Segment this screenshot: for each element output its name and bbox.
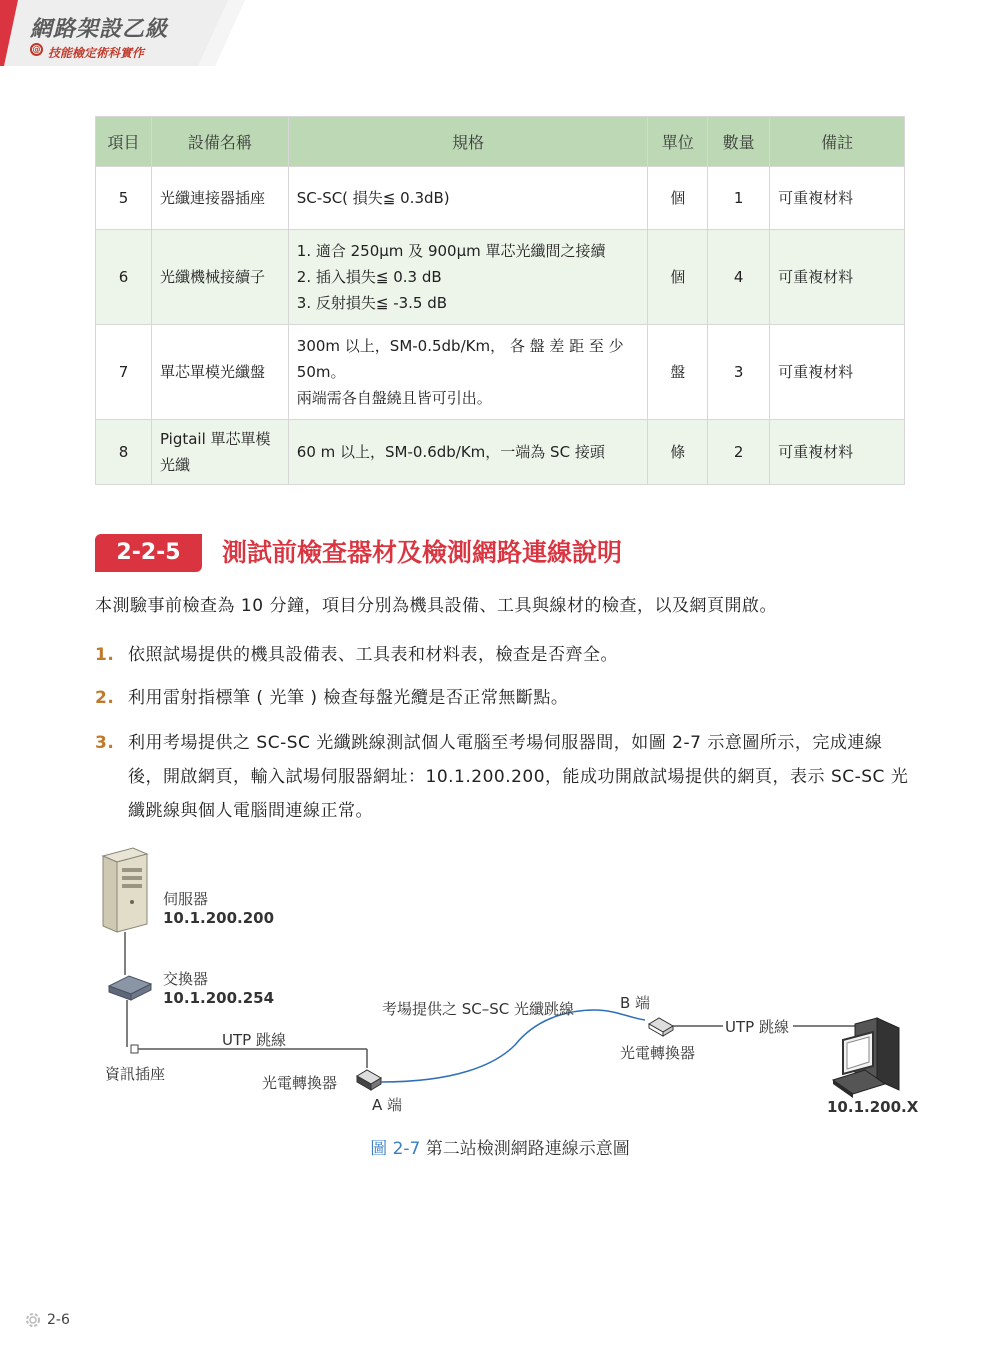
spec-line: 2. 插入損失≦ 0.3 dB <box>296 268 442 286</box>
note-cell: 可重複材料 <box>770 325 905 420</box>
equipment-name: Pigtail 單芯單模光纖 <box>151 420 288 485</box>
table-row <box>96 230 905 325</box>
figure-number: 圖 2-7 <box>370 1139 421 1159</box>
note-cell: 可重複材料 <box>770 420 905 485</box>
figure-caption <box>0 1134 1000 1159</box>
spec-line: 兩端需各自盤繞且皆可引出。 <box>296 389 492 407</box>
note-cell: 可重複材料 <box>770 167 905 230</box>
qty-cell: 2 <box>708 420 770 485</box>
intro-paragraph: 本測驗事前檢查為 10 分鐘，項目分別為機具設備、工具與線材的檢查，以及網頁開啟。 <box>95 596 777 616</box>
item-number: 5 <box>96 167 152 230</box>
header-cell: 數量 <box>708 117 770 167</box>
converter-a-label: 光電轉換器 <box>262 1074 338 1092</box>
equipment-name: 光纖機械接續子 <box>151 230 288 325</box>
list-text: 依照試場提供的機具設備表、工具表和材料表，檢查是否齊全。 <box>128 645 618 665</box>
equipment-table <box>95 116 905 485</box>
converter-b-icon <box>649 1018 673 1036</box>
list-number: 3. <box>95 733 115 753</box>
list-item <box>95 681 910 715</box>
header-subtitle: 技能檢定術科實作 <box>48 46 145 60</box>
network-diagram <box>95 840 919 1130</box>
spec-cell <box>288 420 648 485</box>
switch-label: 交換器 <box>163 970 209 988</box>
header-cell: 備註 <box>770 117 905 167</box>
table-row <box>96 167 905 230</box>
spec-line: 3. 反射損失≦ -3.5 dB <box>296 294 448 312</box>
table-row <box>96 325 905 420</box>
unit-cell: 個 <box>648 230 708 325</box>
utp-right-label: UTP 跳線 <box>725 1018 789 1036</box>
list-text: 利用考場提供之 SC-SC 光纖跳線測試個人電腦至考場伺服器間，如圖 2-7 示意圖所示，完成連線後，開啟網頁，輸入試場伺服器網址：10.1.200.200，能成功開啟試場提供的網頁，表示 SC-SC 光纖跳線與個人電腦間連線正常。 <box>128 733 909 821</box>
fiber-label: 考場提供之 SC–SC 光纖跳線 <box>382 1000 575 1018</box>
gear-icon <box>24 1311 42 1329</box>
unit-cell: 條 <box>648 420 708 485</box>
spec-line: 1. 適合 250μm 及 900μm 單芯光纖間之接續 <box>296 242 606 260</box>
switch-ip: 10.1.200.254 <box>163 989 275 1007</box>
header-cell: 規格 <box>288 117 648 167</box>
server-icon <box>103 848 147 932</box>
spec-line: 300m 以上，SM-0.5db/Km， 各 盤 差 距 至 少 50m。 <box>296 337 624 381</box>
table-header-row <box>96 117 905 167</box>
item-number: 8 <box>96 420 152 485</box>
qty-cell: 1 <box>708 167 770 230</box>
server-label: 伺服器 <box>163 890 209 908</box>
pc-icon <box>833 1018 899 1098</box>
qty-cell: 3 <box>708 325 770 420</box>
outlet-icon <box>131 1045 138 1053</box>
equipment-name: 光纖連接器插座 <box>151 167 288 230</box>
spec-cell <box>288 230 648 325</box>
table-row <box>96 420 905 485</box>
unit-cell: 個 <box>648 167 708 230</box>
equipment-name: 單芯單模光纖盤 <box>151 325 288 420</box>
section-number-badge: 2-2-5 <box>95 534 202 572</box>
spec-cell <box>288 167 648 230</box>
header-cell: 項目 <box>96 117 152 167</box>
converter-a-icon <box>357 1070 381 1090</box>
figure-title: 第二站檢測網路連線示意圖 <box>425 1139 630 1159</box>
spec-line: SC-SC( 損失≦ 0.3dB) <box>296 189 450 207</box>
list-number: 2. <box>95 688 115 708</box>
unit-cell: 盤 <box>648 325 708 420</box>
list-item <box>95 638 910 672</box>
spec-cell <box>288 325 648 420</box>
switch-icon <box>109 976 151 1000</box>
spec-line: 60 m 以上，SM-0.6db/Km，一端為 SC 接頭 <box>296 443 605 461</box>
at-icon: @ <box>30 43 43 56</box>
header-cell: 單位 <box>648 117 708 167</box>
qty-cell: 4 <box>708 230 770 325</box>
item-number: 7 <box>96 325 152 420</box>
header-title: 網路架設乙級 <box>30 17 169 42</box>
converter-b-label: 光電轉換器 <box>620 1044 696 1062</box>
end-a-label: A 端 <box>372 1096 403 1114</box>
pc-ip: 10.1.200.X <box>827 1098 919 1116</box>
list-text: 利用雷射指標筆 ( 光筆 ) 檢查每盤光纜是否正常無斷點。 <box>128 688 569 708</box>
list-item <box>95 726 910 828</box>
item-number: 6 <box>96 230 152 325</box>
header-cell: 設備名稱 <box>151 117 288 167</box>
note-cell: 可重複材料 <box>770 230 905 325</box>
page-number: 2-6 <box>47 1312 70 1328</box>
end-b-label: B 端 <box>620 994 651 1012</box>
utp-left-label: UTP 跳線 <box>222 1031 286 1049</box>
list-number: 1. <box>95 645 115 665</box>
server-ip: 10.1.200.200 <box>163 909 275 927</box>
section-title: 測試前檢查器材及檢測網路連線說明 <box>222 538 623 567</box>
outlet-label: 資訊插座 <box>105 1065 166 1083</box>
